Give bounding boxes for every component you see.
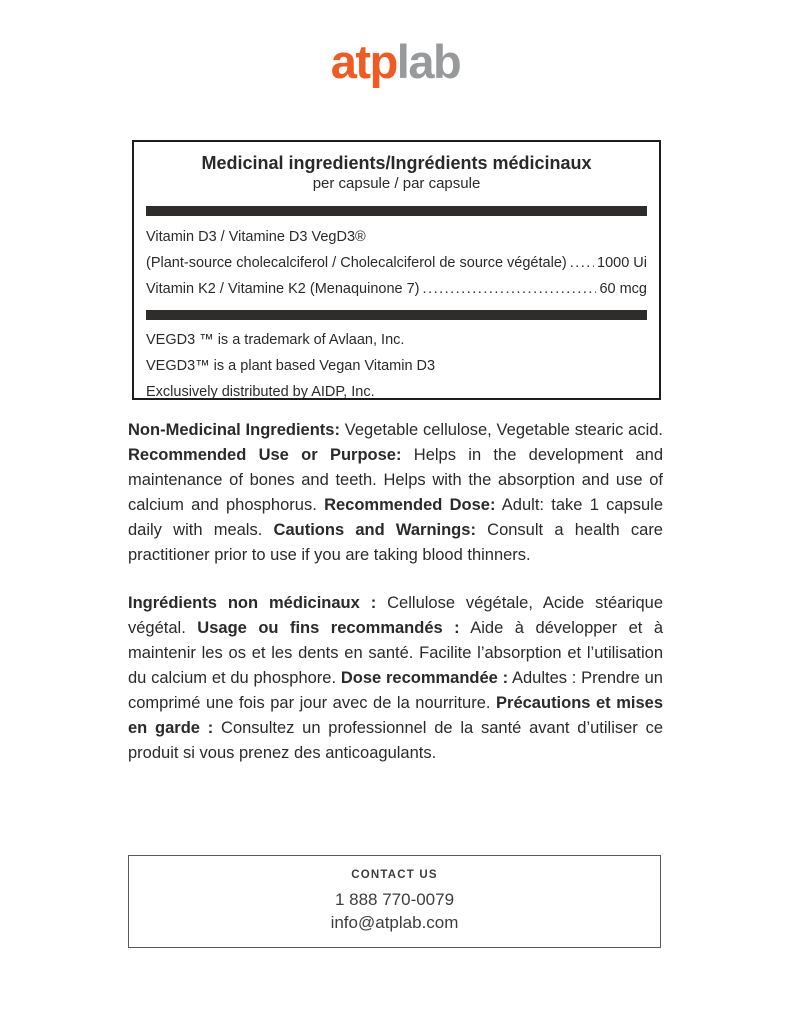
- panel-footnotes: [146, 327, 647, 405]
- ingredient-rows: [146, 224, 647, 302]
- paragraph-text: Adultes : Prendre un comprimé une fois par jour avec de la nourriture.: [128, 669, 663, 712]
- contact-heading: CONTACT US: [351, 869, 438, 881]
- paragraph-label: Recommended Dose:: [324, 496, 496, 514]
- brand-logo-lab: lab: [396, 35, 461, 88]
- footnote-line: VEGD3 ™ is a trademark of Avlaan, Inc.: [146, 332, 405, 348]
- paragraph-text: Adult: take 1 capsule daily with meals.: [128, 496, 664, 539]
- paragraph-label: Recommended Use or Purpose:: [128, 446, 402, 464]
- paragraph-label: Usage ou fins recommandés :: [197, 619, 460, 637]
- dot-leader: [570, 250, 594, 276]
- ingredient-name: Vitamin K2 / Vitamine K2 (Menaquinone 7): [146, 281, 420, 297]
- ingredient-amount: 60 mcg: [599, 281, 647, 297]
- contact-box: [128, 855, 661, 948]
- ingredient-row: [146, 276, 647, 302]
- panel-subtitle: per capsule / par capsule: [312, 175, 481, 192]
- paragraph-text: Vegetable cellulose, Vegetable stearic acid.: [339, 421, 664, 439]
- ingredient-name: Vitamin D3 / Vitamine D3 VegD3®: [146, 229, 366, 245]
- brand-logo-atp: atp: [330, 35, 397, 88]
- panel-title: Medicinal ingredients/Ingrédients médicinaux: [201, 153, 592, 173]
- paragraph-text: Consult a health care practitioner prior to use if you are taking blood thinners.: [128, 521, 663, 564]
- contact-phone: 1 888 770-0079: [334, 890, 455, 909]
- paragraph-label: Dose recommandée :: [340, 669, 509, 687]
- contact-email: info@atplab.com: [330, 913, 459, 932]
- paragraph-text: Helps in the development and maintenance of bones and teeth. Helps with the absorption and use of calcium and phosphorus.: [128, 446, 663, 514]
- ingredient-amount: 1000 Ui: [597, 255, 647, 271]
- ingredient-row: [146, 224, 647, 250]
- paragraph-label: Précautions et mises en garde :: [128, 694, 663, 737]
- paragraph-label: Cautions and Warnings:: [273, 521, 476, 539]
- english-info-paragraph: [128, 418, 663, 568]
- french-info-paragraph: [128, 591, 663, 766]
- divider-bar-top: [146, 206, 647, 216]
- dot-leader: [423, 276, 597, 302]
- paragraph-label: Ingrédients non médicinaux :: [128, 594, 377, 612]
- divider-bar-bottom: [146, 310, 647, 320]
- brand-logo: [0, 36, 791, 88]
- paragraph-text: Consultez un professionnel de la santé avant d’utiliser ce produit si vous prenez des anticoagulants.: [128, 719, 664, 762]
- ingredient-name: (Plant-source cholecalciferol / Cholecalciferol de source végétale): [146, 255, 567, 271]
- ingredient-row: [146, 250, 647, 276]
- paragraph-label: Non-Medicinal Ingredients:: [128, 421, 340, 439]
- paragraph-text: Aide à développer et à maintenir les os et les dents en santé. Facilite l’absorption et l’utilisation du calcium et du phosphore.: [128, 619, 664, 687]
- footnote-line: Exclusively distributed by AIDP, Inc.: [146, 384, 375, 400]
- footnote-line: VEGD3™ is a plant based Vegan Vitamin D3: [146, 358, 436, 374]
- medicinal-ingredients-panel: [132, 140, 661, 400]
- paragraph-text: Cellulose végétale, Acide stéarique végétal.: [128, 594, 663, 637]
